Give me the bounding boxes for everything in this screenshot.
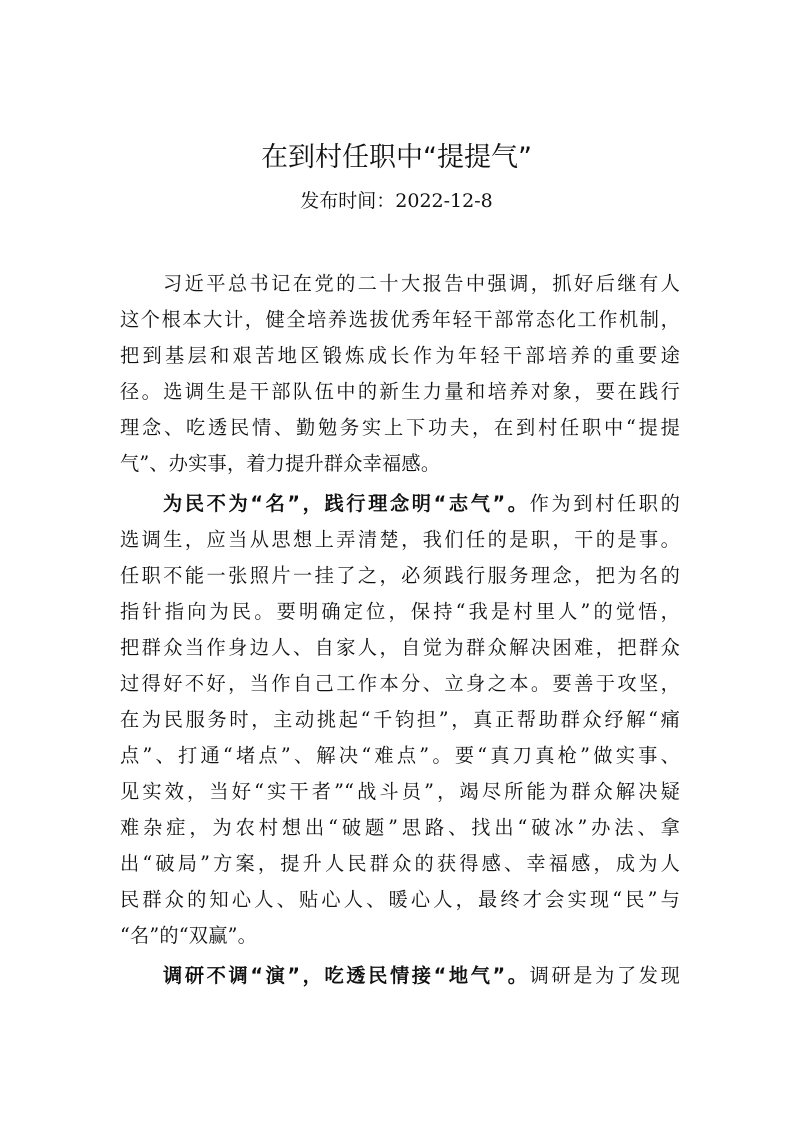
text-line: 过得好不好，当作自己工作本分、立身之本。要善于攻坚，	[120, 672, 680, 695]
article-title: 在到村任职中“提提气”	[261, 142, 532, 173]
paragraph-lead-heading: 为民不为“名”，践行理念明“志气”。	[163, 492, 530, 515]
text-line: 径。选调生是干部队伍中的新生力量和培养对象，要在践行	[120, 380, 680, 403]
text-line: 民群众的知心人、贴心人、暖心人，最终才会实现“民”与	[120, 888, 680, 911]
text-line-rest: 作为到村任职的	[529, 492, 680, 515]
text-line: 把群众当作身边人、自家人，自觉为群众解决困难，把群众	[120, 636, 680, 659]
text-line: “名”的“双赢”。	[120, 924, 257, 947]
text-line: 这个根本大计，健全培养选拔优秀年轻干部常态化工作机制，	[120, 308, 680, 331]
text-line-rest: 调研是为了发现	[529, 964, 680, 987]
text-line: 点”、打通“堵点”、解决“难点”。要“真刀真枪”做实事、	[120, 744, 680, 767]
paragraph-3	[120, 958, 680, 994]
text-line: 理念、吃透民情、勤勉务实上下功夫，在到村任职中“提提	[120, 416, 680, 439]
text-line: 气”、办实事，着力提升群众幸福感。	[120, 452, 441, 475]
text-line: 出“破局”方案，提升人民群众的获得感、幸福感，成为人	[120, 852, 680, 875]
paragraph-1	[120, 266, 680, 482]
text-line: 难杂症，为农村想出“破题”思路、找出“破冰”办法、拿	[120, 816, 680, 839]
text-line: 习近平总书记在党的二十大报告中强调，抓好后继有人	[163, 272, 680, 295]
text-line: 指针指向为民。要明确定位，保持“我是村里人”的觉悟，	[120, 600, 680, 623]
text-line-with-lead	[120, 958, 680, 994]
text-line: 选调生，应当从思想上弄清楚，我们任的是职，干的是事。	[120, 528, 680, 551]
text-line: 见实效，当好“实干者”“战斗员”，竭尽所能为群众解决疑	[120, 780, 680, 803]
paragraph-lead-heading: 调研不调“演”，吃透民情接“地气”。	[163, 964, 530, 987]
text-line: 在为民服务时，主动挑起“千钧担”，真正帮助群众纾解“痛	[120, 708, 680, 731]
text-line: 把到基层和艰苦地区锻炼成长作为年轻干部培养的重要途	[120, 344, 680, 367]
paragraph-2	[120, 486, 680, 954]
text-line: 任职不能一张照片一挂了之，必须践行服务理念，把为名的	[120, 564, 680, 587]
text-line-with-lead	[120, 486, 680, 522]
publish-date: 发布时间：2022-12-8	[300, 190, 493, 212]
article-body	[120, 266, 680, 994]
